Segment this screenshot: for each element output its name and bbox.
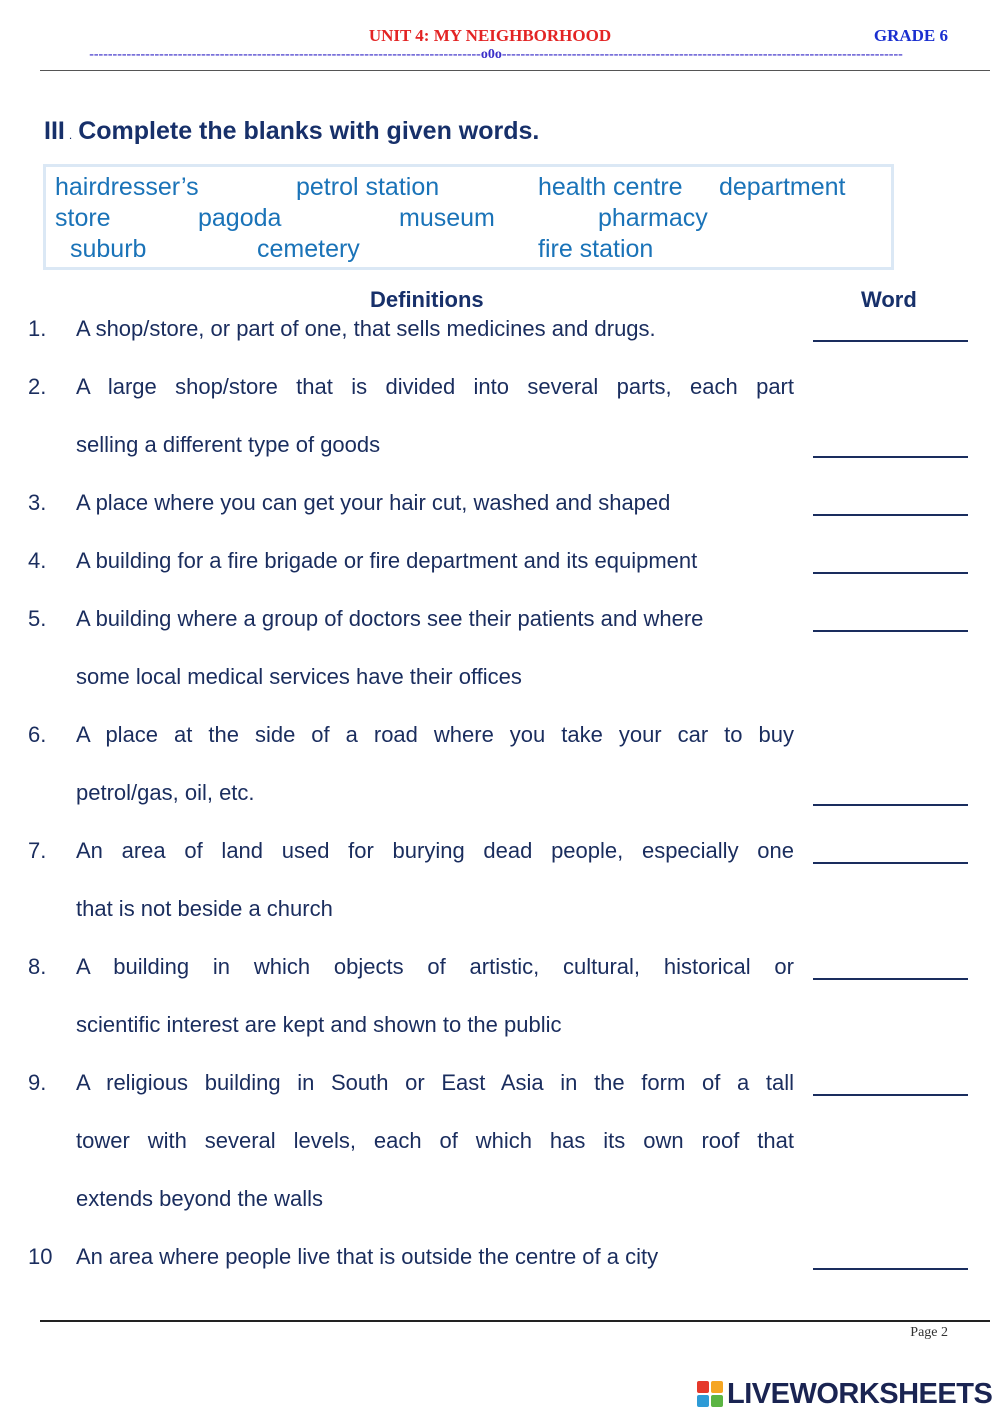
definition-line: An area of land used for burying dead people, especially one (76, 838, 794, 863)
liveworksheets-logo[interactable] (697, 1378, 997, 1410)
word-bank-item: museum (399, 204, 495, 232)
header-divider: ------------------------------------------------------------------------------------o0o-------------------------------------------------------------------------------------- (89, 47, 903, 62)
answer-blank-3[interactable] (813, 514, 968, 516)
word-bank-item: petrol station (296, 173, 440, 201)
definition-line: A shop/store, or part of one, that sells medicines and drugs. (76, 316, 656, 341)
answer-blank-7[interactable] (813, 862, 968, 864)
top-rule (40, 70, 990, 71)
word-bank (43, 164, 894, 270)
bottom-rule (40, 1320, 990, 1322)
item-number: 7. (28, 838, 47, 863)
section-dot: . (68, 128, 73, 142)
definition-line: An area where people live that is outside the centre of a city (76, 1244, 659, 1269)
item-number: 8. (28, 954, 47, 979)
item-number: 9. (28, 1070, 47, 1095)
definition-line: A building in which objects of artistic, cultural, historical or (76, 954, 794, 979)
answer-blank-10[interactable] (813, 1268, 968, 1270)
item-number: 1. (28, 316, 47, 341)
definition-line: A large shop/store that is divided into several parts, each part (76, 374, 794, 399)
word-bank-item: health centre (538, 173, 683, 201)
item-number: 6. (28, 722, 47, 747)
definition-line: extends beyond the walls (76, 1186, 324, 1211)
answer-blank-6[interactable] (813, 804, 968, 806)
definition-line: A place at the side of a road where you take your car to buy (76, 722, 794, 747)
definition-line: selling a different type of goods (76, 432, 381, 457)
definition-line: some local medical services have their offices (76, 664, 522, 689)
item-number: 10 (28, 1244, 53, 1269)
definition-line: A religious building in South or East Asia in the form of a tall (76, 1070, 794, 1095)
word-bank-item: suburb (70, 235, 147, 263)
word-bank-item: cemetery (257, 235, 360, 263)
definition-line: that is not beside a church (76, 896, 333, 921)
page-number: Page 2 (910, 1325, 948, 1340)
definition-line: petrol/gas, oil, etc. (76, 780, 255, 805)
unit-title: UNIT 4: MY NEIGHBORHOOD (368, 26, 612, 45)
answer-blank-9[interactable] (813, 1094, 968, 1096)
word-bank-item: hairdresser’s (55, 173, 199, 201)
item-number: 5. (28, 606, 47, 631)
definition-line: A building where a group of doctors see their patients and where (76, 606, 704, 631)
liveworksheets-icon (697, 1381, 723, 1407)
answer-blank-1[interactable] (813, 340, 968, 342)
answer-blank-8[interactable] (813, 978, 968, 980)
brand-name: LIVEWORKSHEETS (727, 1378, 993, 1410)
definition-line: scientific interest are kept and shown to the public (76, 1012, 562, 1037)
section-heading (44, 117, 539, 146)
definition-line: A place where you can get your hair cut, washed and shaped (76, 490, 671, 515)
answer-blank-5[interactable] (813, 630, 968, 632)
section-number: III (44, 117, 65, 145)
section-instruction: Complete the blanks with given words. (78, 117, 540, 145)
definitions-column-header: Definitions (370, 287, 484, 312)
answer-blank-4[interactable] (813, 572, 968, 574)
word-bank-item: department (719, 173, 846, 201)
word-bank-item: pharmacy (598, 204, 708, 232)
definition-line: A building for a fire brigade or fire department and its equipment (76, 548, 698, 573)
grade-label: GRADE 6 (873, 26, 948, 45)
word-column-header: Word (861, 287, 917, 312)
word-bank-item: fire station (538, 235, 654, 263)
word-bank-item: pagoda (198, 204, 282, 232)
definition-line: tower with several levels, each of which has its own roof that (76, 1128, 794, 1153)
word-bank-item: store (55, 204, 111, 232)
item-number: 3. (28, 490, 47, 515)
item-number: 2. (28, 374, 47, 399)
item-number: 4. (28, 548, 47, 573)
answer-blank-2[interactable] (813, 456, 968, 458)
